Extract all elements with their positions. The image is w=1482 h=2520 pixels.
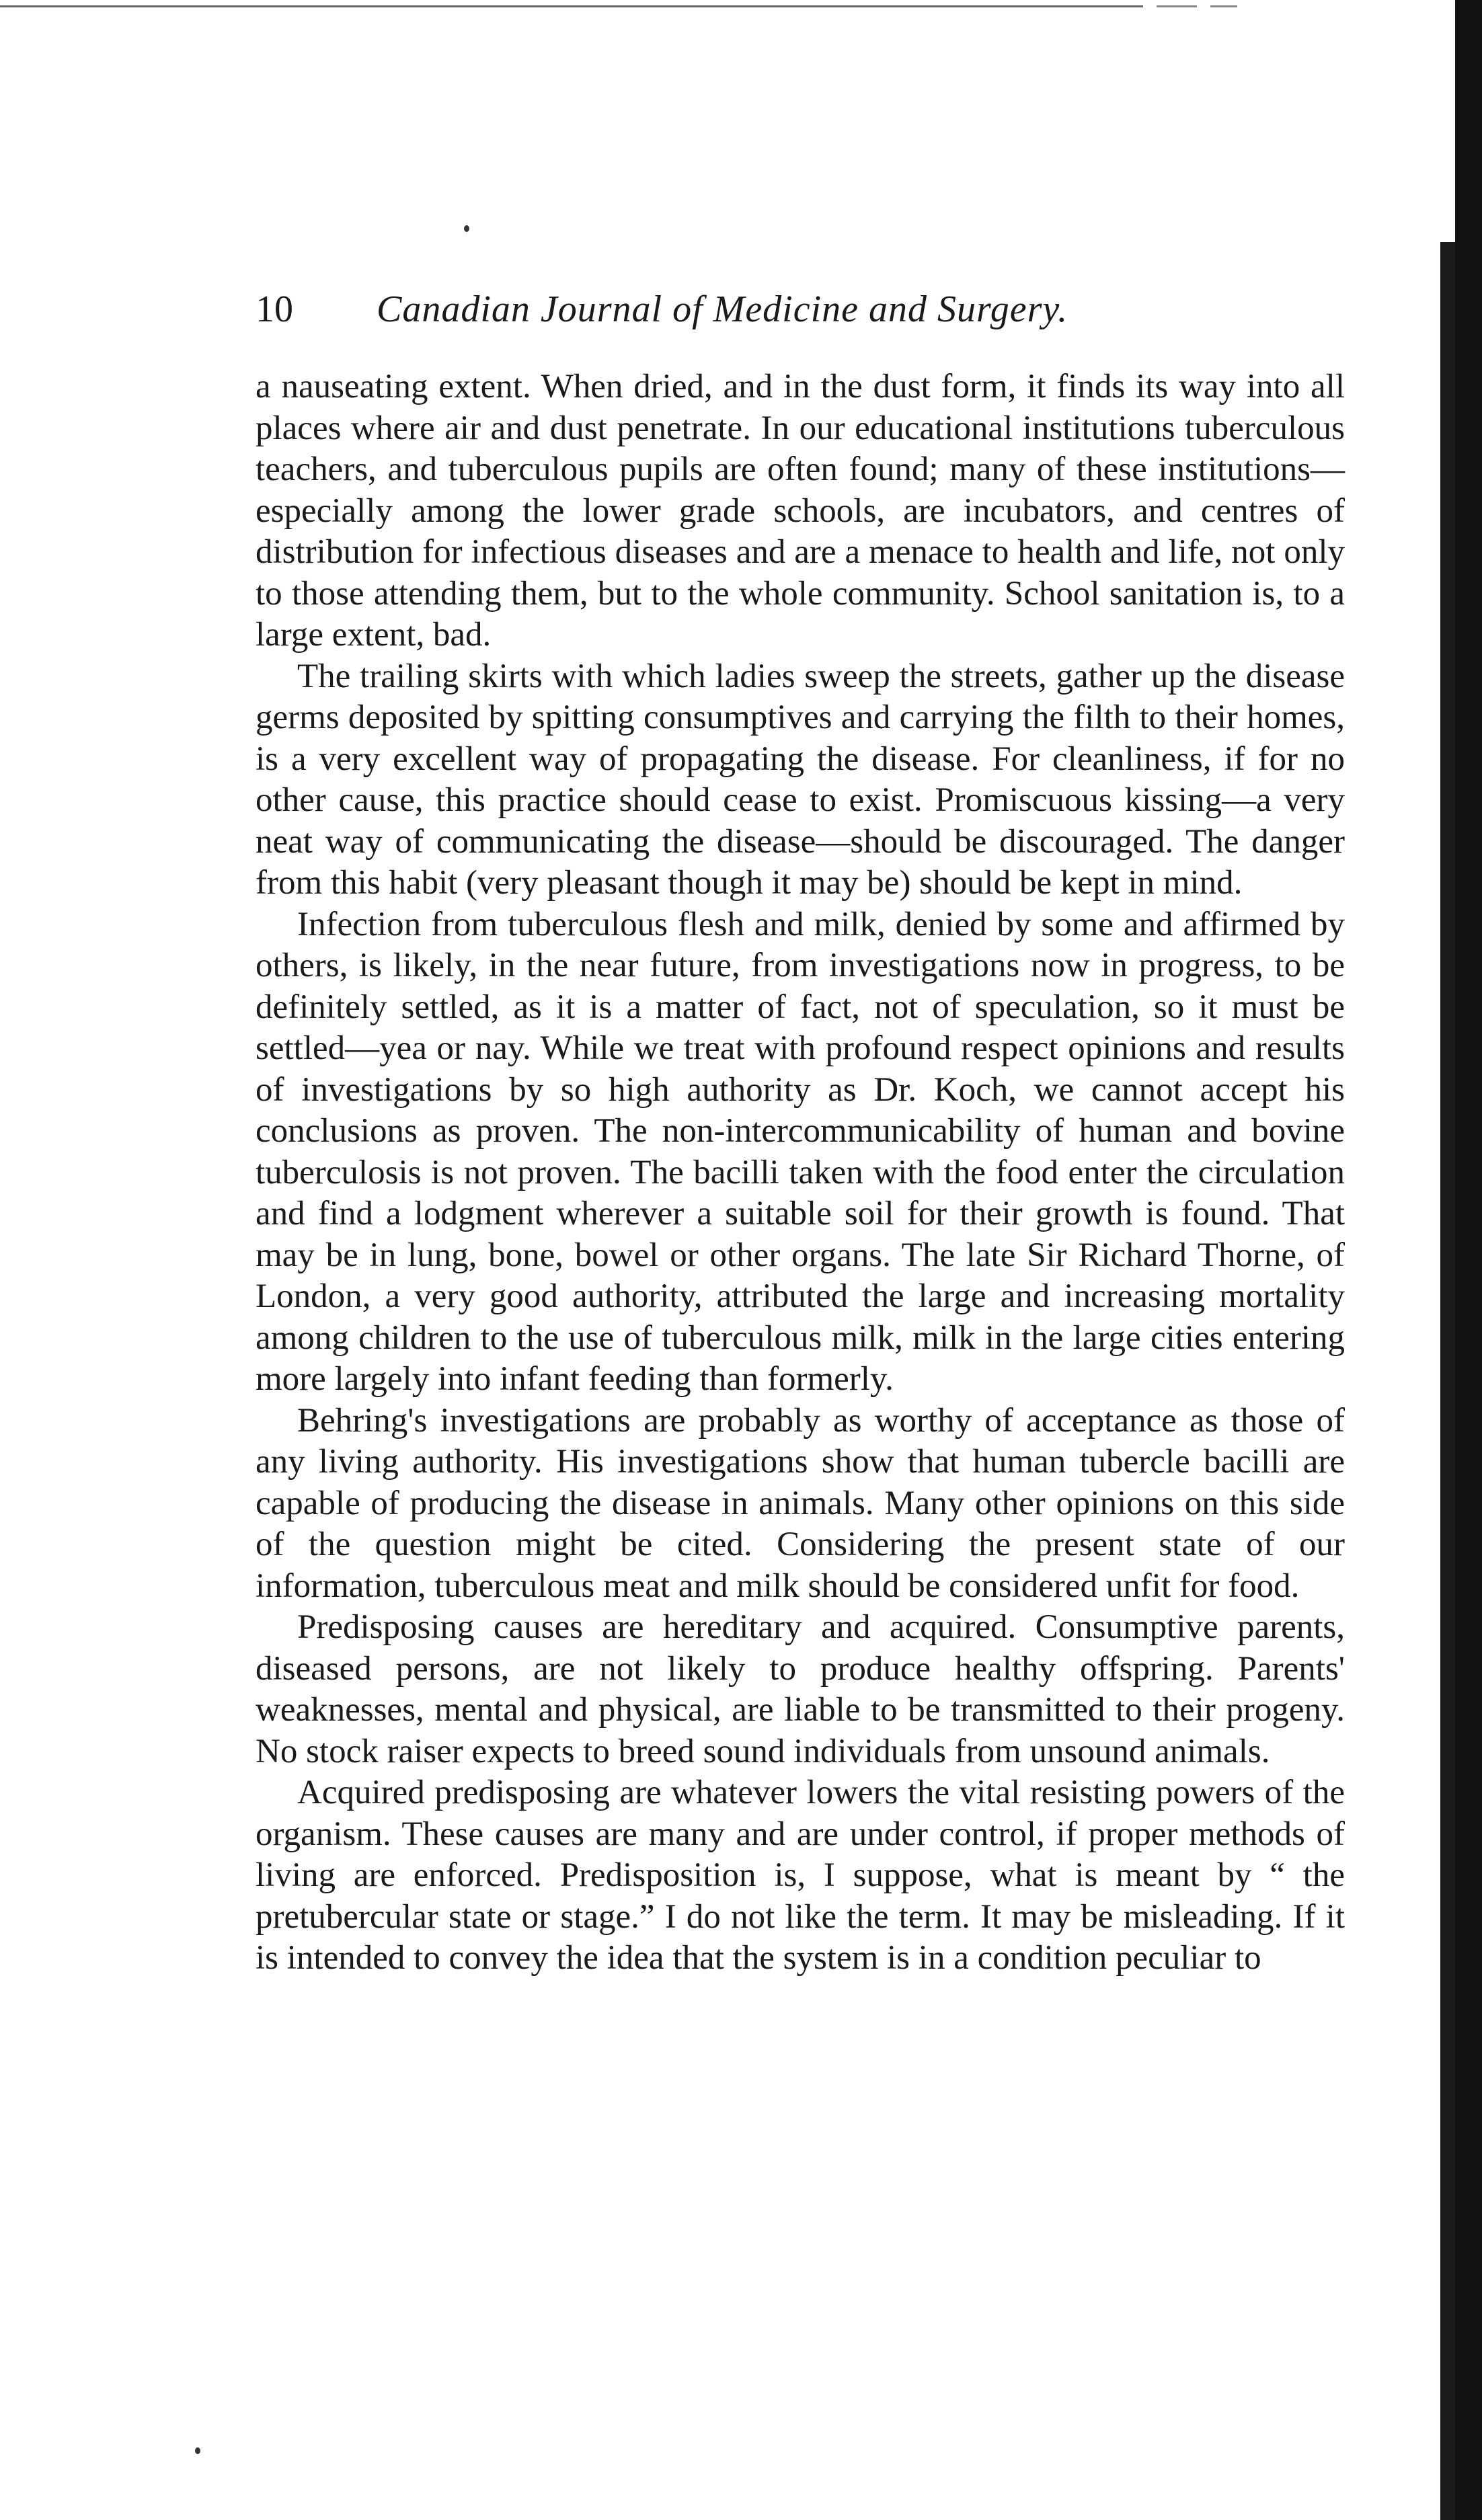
top-border-dash <box>1157 5 1197 7</box>
print-speck <box>195 2447 200 2454</box>
page-binding-shadow <box>1440 242 1455 2520</box>
top-border-rule <box>0 5 1143 7</box>
paragraph: Infection from tuberculous flesh and milk, denied by some and affirmed by others, is likely, in the near future, from investigations now in progress, to be definitely settled, as it is a matter of fact, not of speculation, so it must be settled—yea or nay. While we treat with profound respect opinions and results of investigations by so high authority as Dr. Koch, we cannot accept his conclusions as proven. The non-intercommunicability of human and bovine tuberculosis is not proven. The bacilli taken with the food enter the circulation and find a lodgment wherever a suitable soil for their growth is found. That may be in lung, bone, bowel or other organs. The late Sir Richard Thorne, of London, a very good authority, attributed the large and increasing mortality among children to the use of tuberculous milk, milk in the large cities entering more largely into infant feeding than formerly. <box>256 905 1345 1398</box>
page-binding-edge <box>1455 0 1482 2520</box>
top-border-dash <box>1210 5 1237 7</box>
page-number: 10 <box>256 288 293 330</box>
paragraph: Behring's investigations are probably as worthy of acceptance as those of any living authority. His investigations show that human tubercle bacilli are capable of producing the disease in animals. Many other opinions on this side of the question might be cited. Considering the present state of our information, tuberculous meat and milk should be considered unfit for food. <box>256 1401 1345 1605</box>
running-head <box>256 282 1358 336</box>
journal-title: Canadian Journal of Medicine and Surgery. <box>377 288 1068 330</box>
paragraph: Acquired predisposing are whatever lowers the vital resisting powers of the organism. These causes are many and are under control, if proper methods of living are enforced. Predisposition is, I suppose, what is meant by “ the pretubercular state or stage.” I do not like the term. It may be misleading. If it is intended to convey the idea that the system is in a condition peculiar to <box>256 1774 1345 1977</box>
article-body <box>256 366 1345 1979</box>
paragraph: The trailing skirts with which ladies sweep the streets, gather up the disease germs deposited by spitting consumptives and carrying the filth to their homes, is a very excellent way of propagating the disease. For cleanliness, if for no other cause, this practice should cease to exist. Promiscuous kissing—a very neat way of communicating the disease—should be discouraged. The danger from this habit (very pleasant though it may be) should be kept in mind. <box>256 657 1345 902</box>
print-speck <box>464 225 469 232</box>
paragraph: Predisposing causes are hereditary and acquired. Consumptive parents, diseased persons, are not likely to produce healthy offspring. Parents' weaknesses, mental and physical, are liable to be transmitted to their progeny. No stock raiser expects to breed sound individuals from unsound animals. <box>256 1608 1345 1770</box>
paragraph: a nauseating extent. When dried, and in the dust form, it finds its way into all places where air and dust penetrate. In our educational institutions tuberculous teachers, and tuberculous pupils are often found; many of these institutions—especially among the lower grade schools, are incubators, and centres of distribution for infectious diseases and are a menace to health and life, not only to those attending them, but to the whole community. School sanitation is, to a large extent, bad. <box>256 368 1345 654</box>
